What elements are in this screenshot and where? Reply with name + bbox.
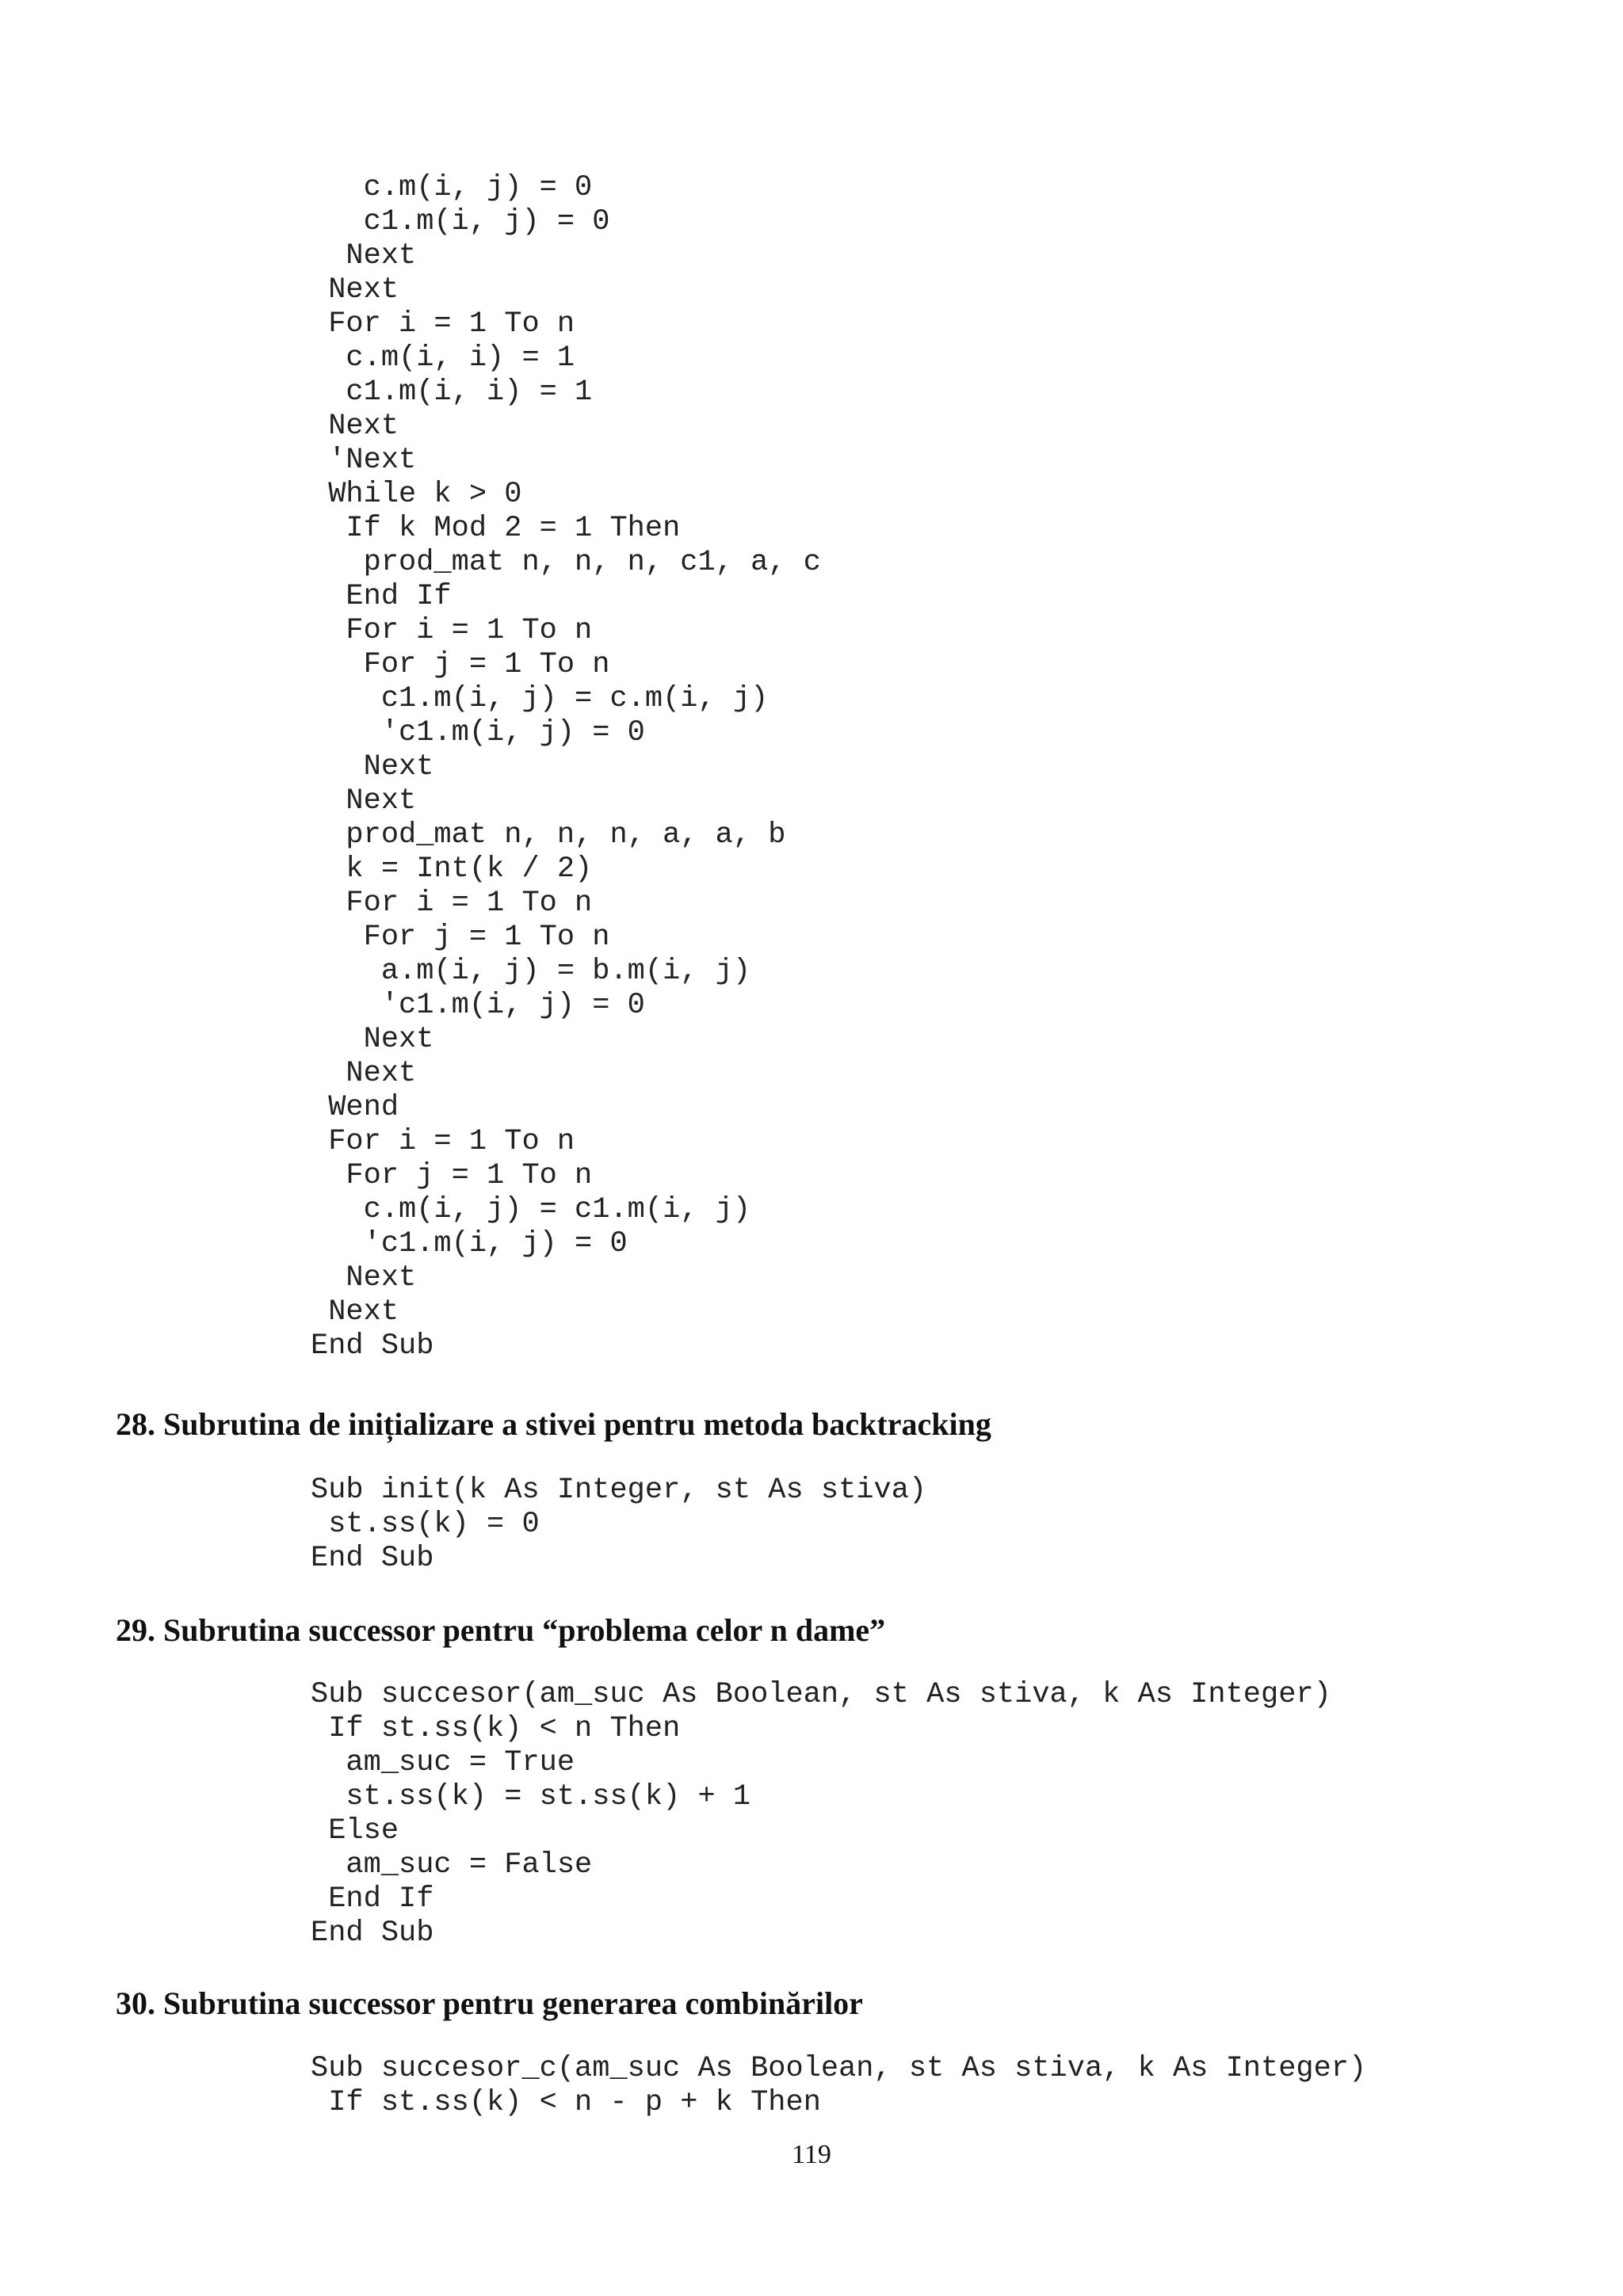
code-line: 'Next <box>311 444 417 477</box>
code-line: k = Int(k / 2) <box>311 852 593 886</box>
code-line: Sub succesor(am_suc As Boolean, st As stiva, k As Integer) <box>311 1678 1331 1711</box>
code-line: Next <box>311 1295 399 1329</box>
code-line: Next <box>311 1057 417 1090</box>
page-number: 119 <box>792 2140 831 2169</box>
code-line: c1.m(i, i) = 1 <box>311 376 593 409</box>
code-line: End Sub <box>311 1917 434 1950</box>
code-line: am_suc = False <box>311 1848 593 1882</box>
code-line: 'c1.m(i, j) = 0 <box>311 989 645 1022</box>
code-line: c.m(i, j) = c1.m(i, j) <box>311 1193 751 1226</box>
code-line: End If <box>311 1882 434 1916</box>
code-block-matrix-power <box>311 171 821 1363</box>
code-line: Next <box>311 410 399 443</box>
code-line: Else <box>311 1814 399 1848</box>
code-line: c.m(i, j) = 0 <box>311 171 593 204</box>
code-line: am_suc = True <box>311 1746 575 1779</box>
section-heading-28: 28. Subrutina de inițializare a stivei pentru metoda backtracking <box>116 1406 991 1442</box>
code-line: Next <box>311 273 399 307</box>
code-line: For j = 1 To n <box>311 648 610 681</box>
section-heading-30: 30. Subrutina successor pentru generarea combinărilor <box>116 1985 863 2021</box>
code-line: Next <box>311 784 417 818</box>
code-line: For i = 1 To n <box>311 307 575 341</box>
code-line: prod_mat n, n, n, a, a, b <box>311 818 786 852</box>
code-line: c.m(i, i) = 1 <box>311 341 575 375</box>
code-line: Wend <box>311 1091 399 1124</box>
code-line: Next <box>311 750 434 784</box>
code-line: End Sub <box>311 1329 434 1363</box>
code-line: If k Mod 2 = 1 Then <box>311 512 681 545</box>
code-block-init <box>311 1474 926 1576</box>
code-line: c1.m(i, j) = 0 <box>311 205 610 238</box>
code-line: 'c1.m(i, j) = 0 <box>311 716 645 749</box>
code-line: If st.ss(k) < n - p + k Then <box>311 2086 821 2119</box>
code-line: For i = 1 To n <box>311 1125 575 1158</box>
code-line: For i = 1 To n <box>311 887 593 920</box>
code-line: If st.ss(k) < n Then <box>311 1712 681 1745</box>
code-line: Next <box>311 1023 434 1056</box>
code-line: 'c1.m(i, j) = 0 <box>311 1227 628 1261</box>
code-line: For i = 1 To n <box>311 614 593 647</box>
code-line: Sub succesor_c(am_suc As Boolean, st As stiva, k As Integer) <box>311 2052 1367 2085</box>
code-line: prod_mat n, n, n, c1, a, c <box>311 546 821 579</box>
code-line: For j = 1 To n <box>311 921 610 954</box>
code-line: Sub init(k As Integer, st As stiva) <box>311 1474 927 1507</box>
code-line: End Sub <box>311 1542 434 1575</box>
code-line: st.ss(k) = 0 <box>311 1508 540 1541</box>
section-heading-29: 29. Subrutina successor pentru “problema celor n dame” <box>116 1612 886 1648</box>
code-line: st.ss(k) = st.ss(k) + 1 <box>311 1780 751 1814</box>
code-block-succesor-c <box>311 2052 1366 2120</box>
code-block-succesor <box>311 1678 1331 1951</box>
code-line: For j = 1 To n <box>311 1159 593 1192</box>
code-line: While k > 0 <box>311 478 522 511</box>
code-line: Next <box>311 239 417 273</box>
code-line: Next <box>311 1261 417 1295</box>
code-line: c1.m(i, j) = c.m(i, j) <box>311 682 769 715</box>
code-line: a.m(i, j) = b.m(i, j) <box>311 955 751 988</box>
code-line: End If <box>311 580 452 613</box>
